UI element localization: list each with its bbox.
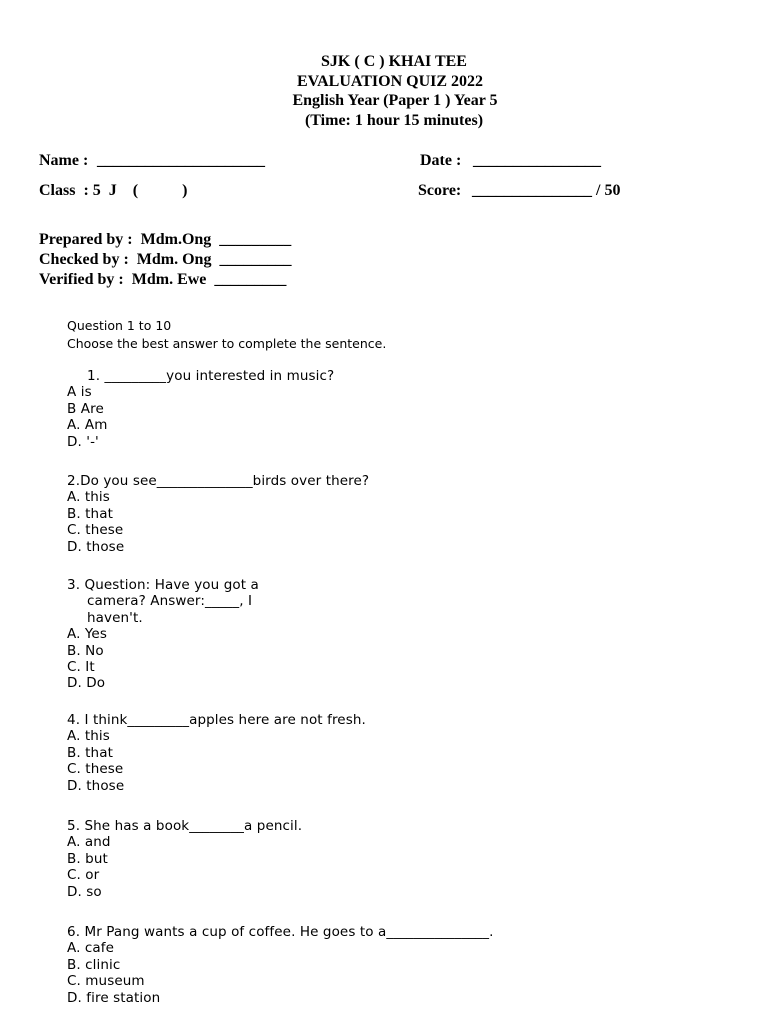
option-b[interactable]: B. No (67, 642, 104, 659)
question-5 (67, 818, 302, 900)
question-6 (67, 924, 494, 1006)
option-a[interactable]: A is (67, 384, 92, 401)
question-range: Question 1 to 10 (67, 318, 172, 333)
question-stem: 2.Do you see______________birds over there? (67, 473, 370, 489)
instructions: Choose the best answer to complete the sentence. (67, 336, 387, 351)
question-4 (67, 712, 366, 794)
option-d[interactable]: D. those (67, 538, 125, 555)
option-d[interactable]: D. those (67, 777, 125, 794)
question-stem-line-1: 3. Question: Have you got a (67, 577, 259, 593)
option-b[interactable]: B. but (67, 850, 108, 867)
option-c[interactable]: C. these (67, 522, 124, 539)
date-field[interactable]: ________________ (473, 152, 601, 169)
date-label: Date : (420, 152, 462, 169)
option-c[interactable]: C. It (67, 659, 95, 676)
question-stem-line-3: haven't. (87, 609, 143, 626)
score-label: Score: (418, 182, 462, 199)
question-stem: 6. Mr Pang wants a cup of coffee. He goes to a_______________. (67, 924, 494, 940)
option-b[interactable]: B Are (67, 400, 104, 417)
option-a[interactable]: A. and (67, 834, 111, 851)
class-field: Class : 5 J ( ) (39, 182, 188, 199)
score-field: _______________ / 50 (472, 182, 621, 199)
option-b[interactable]: B. clinic (67, 956, 121, 973)
school-name: SJK ( C ) KHAI TEE (321, 53, 467, 70)
question-stem-line-2: camera? Answer:_____, I (87, 593, 253, 610)
option-a[interactable]: A. this (67, 489, 110, 506)
option-b[interactable]: B. that (67, 744, 113, 761)
option-b[interactable]: B. that (67, 505, 113, 522)
question-1 (67, 368, 334, 450)
option-c[interactable]: C. museum (67, 973, 145, 990)
name-label: Name : (39, 152, 89, 169)
option-d[interactable]: D. '-' (67, 433, 99, 450)
time-allowed: (Time: 1 hour 15 minutes) (304, 111, 484, 129)
name-field[interactable]: _____________________ (97, 152, 265, 169)
checked-by: Checked by : Mdm. Ong _________ (39, 251, 292, 268)
question-3 (67, 577, 259, 692)
option-d[interactable]: D. Do (67, 675, 106, 692)
question-stem: 5. She has a book________a pencil. (67, 818, 303, 834)
quiz-title: EVALUATION QUIZ 2022 (296, 72, 484, 90)
option-c[interactable]: C. these (67, 761, 124, 778)
paper-title: English Year (Paper 1 ) Year 5 (292, 92, 498, 109)
option-a[interactable]: A. this (67, 728, 110, 745)
prepared-by: Prepared by : Mdm.Ong _________ (39, 231, 292, 248)
question-stem: 4. I think_________apples here are not fresh. (67, 712, 366, 728)
option-c[interactable]: C. or (67, 867, 100, 884)
question-2 (67, 473, 369, 555)
verified-by: Verified by : Mdm. Ewe _________ (39, 271, 287, 288)
option-d[interactable]: D. so (67, 883, 102, 900)
option-d[interactable]: D. fire station (67, 989, 161, 1006)
option-c[interactable]: A. Am (67, 417, 108, 434)
question-stem: 1. _________you interested in music? (87, 368, 335, 384)
option-a[interactable]: A. Yes (67, 626, 107, 643)
option-a[interactable]: A. cafe (67, 940, 115, 957)
exam-header (0, 52, 768, 130)
